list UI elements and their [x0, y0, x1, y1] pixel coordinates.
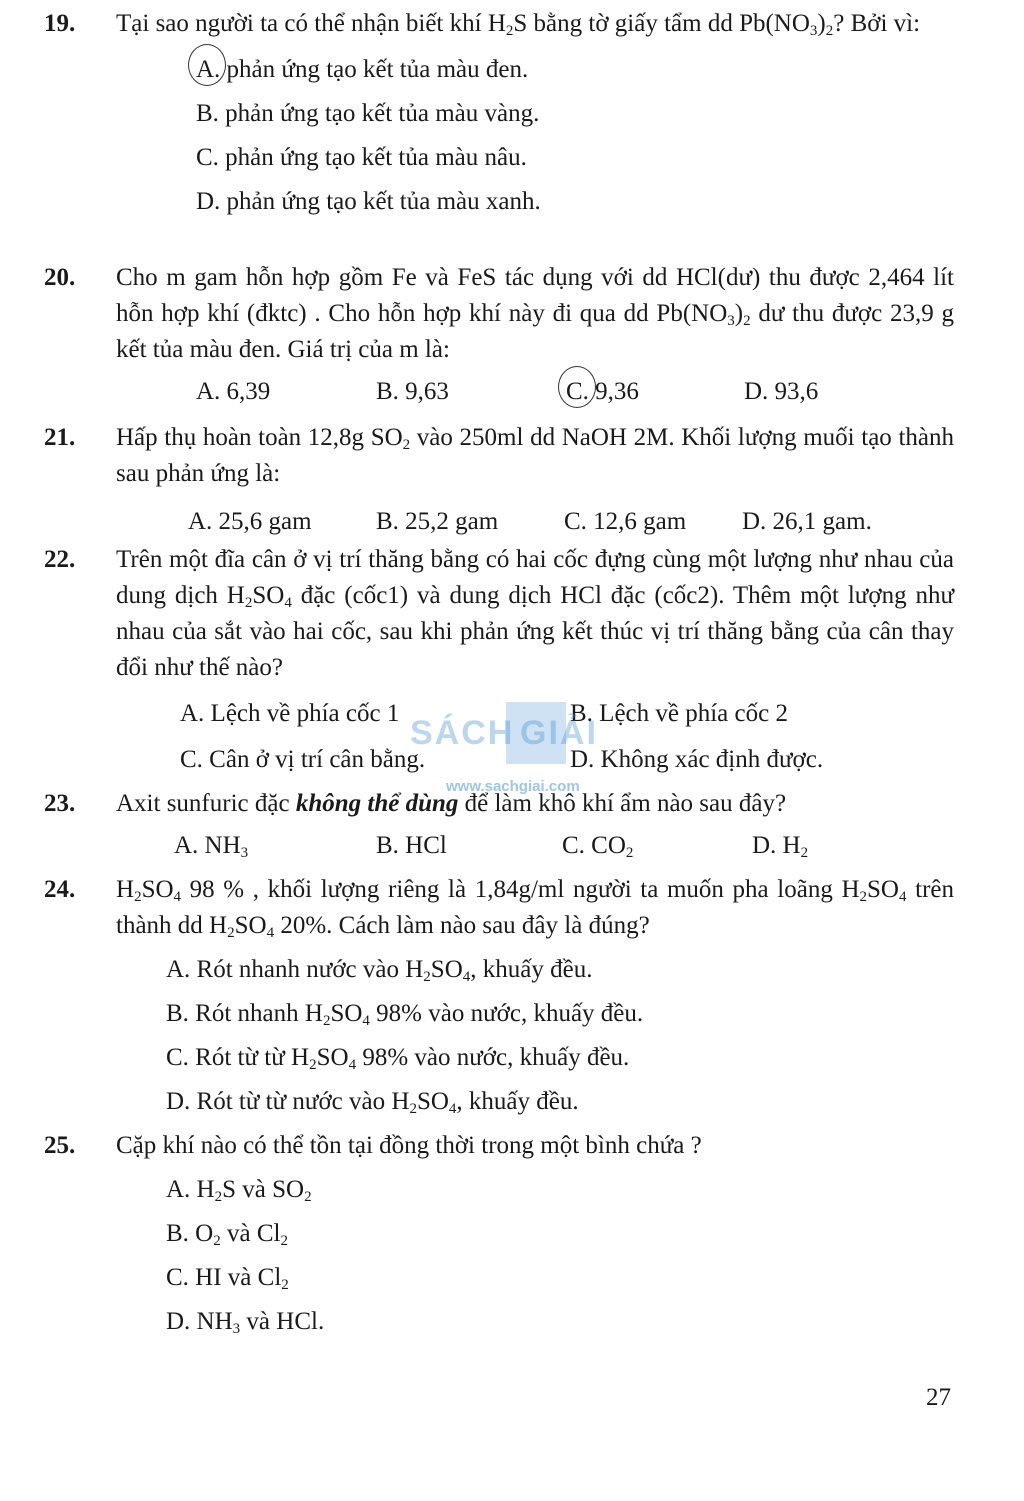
option-c: C. 12,6 gam [564, 508, 687, 535]
option-d: D. Rót từ từ nước vào $H_2SO_4$, khuấy đều. [166, 1088, 579, 1117]
watermark-brand-left: SÁCH [410, 714, 515, 752]
option-d: D. Không xác định được. [570, 746, 824, 773]
option-b: B. HCl [376, 832, 447, 859]
question-21 [44, 420, 954, 544]
question-number: 23. [44, 790, 76, 817]
option-d: D. phản ứng tạo kết tủa màu xanh. [196, 188, 541, 215]
option-b: B. 9,63 [376, 378, 449, 405]
emphasis-text: không thể dùng [295, 790, 459, 817]
option-d: D. $NH_3$ và HCl. [166, 1308, 325, 1337]
option-a: A. Rót nhanh nước vào $H_2SO_4$, khuấy đều. [166, 956, 593, 985]
option-d: D. 93,6 [744, 378, 819, 405]
option-d: D. 26,1 gam. [742, 508, 872, 535]
question-20 [44, 260, 954, 414]
option-b: B. phản ứng tạo kết tủa màu vàng. [196, 100, 540, 127]
question-number: 21. [44, 424, 76, 451]
option-a: A. $H_2S$ và $SO_2$ [166, 1176, 312, 1205]
option-a: A. $NH_3$ [174, 832, 249, 861]
option-c: C. $CO_2$ [562, 832, 634, 861]
question-text: Trên một đĩa cân ở vị trí thăng bằng có hai cốc đựng cùng một lượng như nhau của dung dịch $H_2SO_4$ đặc (cốc1) và dung dịch HCl đặc (cốc2). Thêm một lượng như nhau của sắt vào hai cốc, sau khi phản ứng kết thúc vị trí thăng bằng của cân thay đổi như thế nào? [116, 546, 954, 681]
watermark-url: www.sachgiai.com [446, 778, 580, 795]
answer-circle-mark: A. phản ứng tạo kết tủa màu đen. [196, 48, 528, 92]
option-d: D. $H_2$ [752, 832, 809, 861]
question-number: 22. [44, 546, 76, 573]
option-a: A. Lệch về phía cốc 1 [180, 700, 400, 727]
watermark-brand-right: GIẢI [520, 714, 598, 752]
option-c: C. Rót từ từ $H_2SO_4$ 98% vào nước, khuấy đều. [166, 1044, 630, 1073]
question-22 [44, 542, 954, 782]
option-b: B. 25,2 gam [376, 508, 499, 535]
question-text: Cho m gam hỗn hợp gồm Fe và FeS tác dụng với dd HCl(dư) thu được 2,464 lít hỗn hợp khí (đktc) . Cho hỗn hợp khí này đi qua dd $Pb(NO_3)_2$ dư thu được 23,9 g kết tủa màu đen. Giá trị của m là: [116, 264, 954, 363]
options-row [44, 370, 954, 414]
answer-circle-mark: C. 9,36 [566, 370, 639, 414]
question-19 [44, 6, 954, 224]
option-a: A. 6,39 [196, 378, 271, 405]
option-c [566, 370, 639, 414]
question-25 [44, 1128, 954, 1344]
page-number: 27 [926, 1384, 951, 1411]
option-c: C. HI và $Cl_2$ [166, 1264, 289, 1293]
question-24 [44, 872, 954, 1124]
option-b: B. Rót nhanh $H_2SO_4$ 98% vào nước, khuấy đều. [166, 1000, 644, 1029]
question-number: 25. [44, 1132, 76, 1159]
question-text: $H_2SO_4$ 98 % , khối lượng riêng là 1,84g/ml người ta muốn pha loãng $H_2SO_4$ trên thành dd $H_2SO_4$ 20%. Cách làm nào sau đây là đúng? [116, 876, 954, 941]
options-row [44, 824, 954, 868]
question-number: 20. [44, 264, 76, 291]
options-list [166, 948, 954, 1124]
options-list [196, 48, 954, 224]
option-a [196, 48, 954, 92]
option-b: B. Lệch về phía cốc 2 [570, 700, 788, 727]
question-number: 19. [44, 10, 76, 37]
question-number: 24. [44, 876, 76, 903]
question-text: Tại sao người ta có thể nhận biết khí $H_2S$ bằng tờ giấy tẩm dd $Pb(NO_3)_2$? Bởi vì: [116, 10, 921, 39]
options-row [44, 738, 954, 782]
question-23 [44, 786, 954, 868]
option-c: C. phản ứng tạo kết tủa màu nâu. [196, 144, 527, 171]
option-c: C. Cân ở vị trí cân bằng. [180, 746, 426, 773]
question-text: Axit sunfuric đặc không thể dùng để làm khô khí ẩm nào sau đây? [116, 790, 787, 817]
options-row [44, 692, 954, 736]
option-a: A. 25,6 gam [188, 508, 312, 535]
option-b: B. $O_2$ và $Cl_2$ [166, 1220, 288, 1249]
options-list [166, 1168, 954, 1344]
options-row [44, 500, 954, 544]
question-text: Hấp thụ hoàn toàn 12,8g $SO_2$ vào 250ml dd NaOH 2M. Khối lượng muối tạo thành sau phản ứng là: [116, 424, 954, 487]
question-text: Cặp khí nào có thể tồn tại đồng thời trong một bình chứa ? [116, 1132, 702, 1159]
